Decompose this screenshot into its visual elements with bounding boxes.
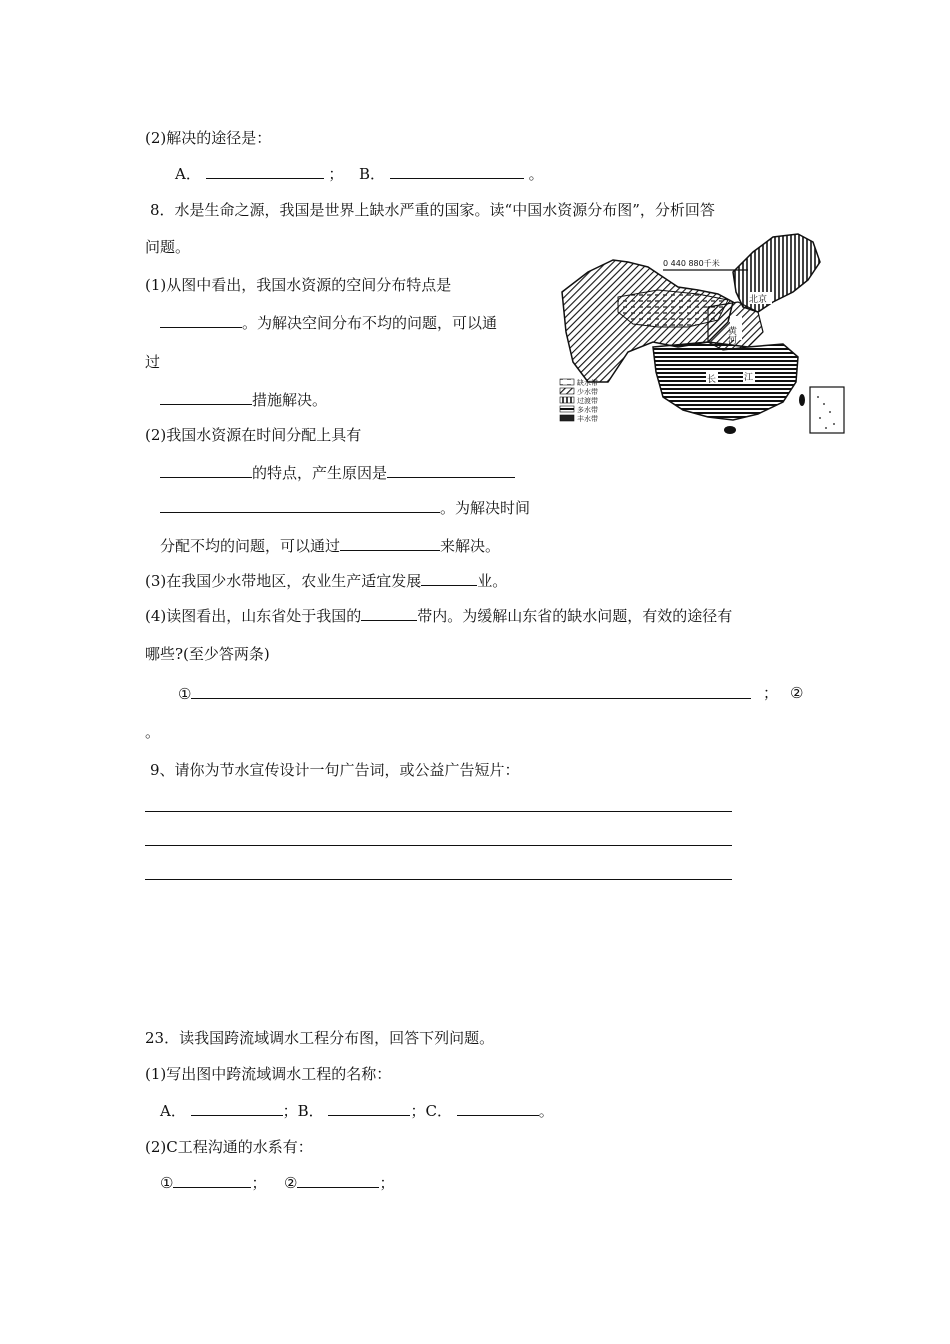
q23-end: 。 — [538, 1102, 554, 1120]
map-inset-box — [810, 387, 844, 433]
map-label-beijing: 北京 — [749, 295, 768, 305]
q8-p2-text2: 。为解决时间 — [440, 499, 531, 517]
q8-part4-answers — [178, 683, 751, 704]
q9-answer-line-1[interactable] — [145, 811, 732, 812]
q8-part1-line3: 过 — [145, 353, 161, 371]
china-water-map — [558, 232, 848, 437]
q23-part1-answers — [160, 1100, 554, 1121]
q23-c2-blank[interactable] — [297, 1172, 379, 1188]
q7-b-blank[interactable] — [390, 163, 524, 179]
q8-part2-line2 — [160, 462, 515, 483]
q8-p3-end: 业。 — [477, 572, 508, 590]
q23-a-label: A． — [160, 1102, 186, 1120]
q8-p1-blank1[interactable] — [160, 312, 242, 328]
q23-c1-blank[interactable] — [173, 1172, 251, 1188]
map-hainan — [724, 426, 736, 434]
legend-item-5: 丰水带 — [577, 415, 598, 423]
q8-semi: ； — [763, 684, 779, 702]
map-legend — [560, 378, 598, 423]
map-label-chang: 长 — [707, 375, 717, 385]
q8-part1-line1: (1)从图中看出，我国水资源的空间分布特点是 — [145, 276, 452, 294]
legend-item-1: 缺水带 — [577, 379, 598, 387]
q23-semi-1: ； — [282, 1102, 298, 1120]
legend-item-2: 少水带 — [577, 388, 598, 396]
q23-c1: ① — [160, 1174, 174, 1192]
map-scale: 0 440 880千米 — [663, 259, 720, 268]
q23-semi-2: ； — [410, 1102, 426, 1120]
map-taiwan — [799, 394, 805, 406]
q8-dot: 。 — [145, 723, 161, 741]
q7-a-label: A． — [175, 165, 201, 183]
q8-p4-text2: 带内。为缓解山东省的缺水问题，有效的途径有 — [417, 607, 733, 625]
q23-semi-3: ； — [251, 1174, 267, 1192]
q23-part2-answers — [160, 1172, 395, 1193]
q9-stem: 9、请你为节水宣传设计一句广告词，或公益广告短片： — [150, 761, 520, 779]
q8-p4-blank[interactable] — [361, 605, 417, 621]
q8-p1-end: 措施解决。 — [252, 391, 328, 409]
legend-item-4: 多水带 — [577, 406, 598, 414]
q7-sep: ； — [328, 165, 344, 183]
q23-part1: (1)写出图中跨流域调水工程的名称： — [145, 1065, 392, 1083]
q8-part4-line1 — [145, 605, 732, 626]
q8-p2-blank2[interactable] — [387, 462, 515, 478]
q8-part2-line1: (2)我国水资源在时间分配上具有 — [145, 426, 362, 444]
map-south-region — [653, 342, 798, 420]
q8-part1-line4 — [160, 389, 327, 410]
q9-answer-line-3[interactable] — [145, 879, 732, 880]
q23-c2: ② — [284, 1174, 298, 1192]
q8-p2-blank3[interactable] — [160, 497, 440, 513]
q8-stem-line2: 问题。 — [145, 238, 191, 256]
q8-p2-text3: 分配不均的问题，可以通过 — [160, 537, 341, 555]
q23-semi-4: ； — [379, 1174, 395, 1192]
q8-c2: ② — [790, 684, 804, 702]
q8-part2-line4 — [160, 535, 500, 556]
map-northeast-region — [733, 234, 820, 312]
q8-part2-line3 — [160, 497, 530, 518]
q8-c1-blank[interactable] — [191, 683, 751, 699]
q8-p2-end: 来解决。 — [440, 537, 501, 555]
q8-p4-text: (4)读图看出，山东省处于我国的 — [145, 607, 362, 625]
legend-item-3: 过渡带 — [577, 397, 598, 405]
q7-b-label: B． — [358, 165, 386, 183]
q8-c1: ① — [178, 685, 192, 703]
q7-a-blank[interactable] — [206, 163, 324, 179]
q8-p1-blank2[interactable] — [160, 389, 252, 405]
q23-part2: (2)C工程沟通的水系有： — [145, 1138, 313, 1156]
map-label-jiang: 江 — [744, 373, 754, 383]
q8-p1-text: 。为解决空间分布不均的问题，可以通 — [242, 314, 498, 332]
q9-answer-line-2[interactable] — [145, 845, 732, 846]
q8-p2-blank4[interactable] — [340, 535, 440, 551]
q23-a-blank[interactable] — [191, 1100, 283, 1116]
q23-c-blank[interactable] — [457, 1100, 539, 1116]
q23-c-label: C． — [425, 1102, 452, 1120]
q8-part4-line2: 哪些?(至少答两条) — [145, 645, 270, 663]
q7-end: 。 — [528, 165, 544, 183]
map-label-huang: 黄河 — [726, 326, 736, 344]
q8-part1-line2 — [160, 312, 497, 333]
q7-part2: (2)解决的途径是： — [145, 129, 272, 147]
q23-stem: 23．读我国跨流域调水工程分布图，回答下列问题。 — [145, 1029, 495, 1047]
q23-b-label: B． — [297, 1102, 324, 1120]
q7-answers — [175, 163, 544, 184]
q8-p2-text: 的特点，产生原因是 — [252, 464, 388, 482]
q8-part3 — [145, 570, 507, 591]
q8-p3-blank[interactable] — [421, 570, 477, 586]
q8-stem-line1: 8．水是生命之源，我国是世界上缺水严重的国家。读“中国水资源分布图”，分析回答 — [150, 201, 715, 219]
q8-p2-blank1[interactable] — [160, 462, 252, 478]
q8-p3-text: (3)在我国少水带地区，农业生产适宜发展 — [145, 572, 422, 590]
q23-b-blank[interactable] — [328, 1100, 410, 1116]
